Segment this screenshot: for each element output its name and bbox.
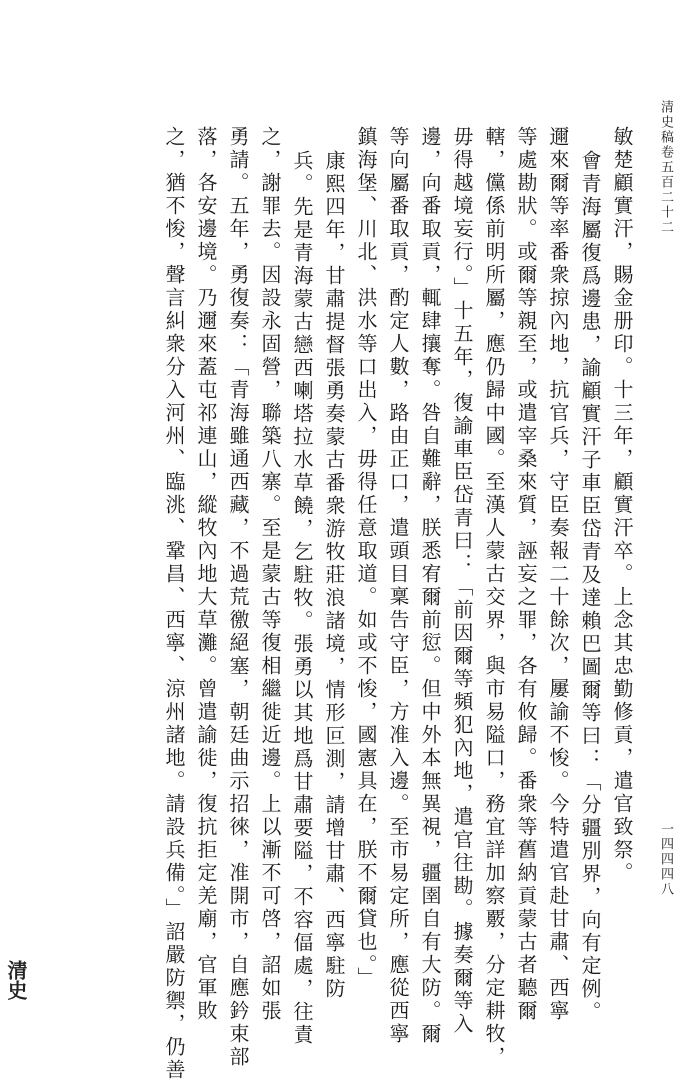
running-title: 清史稿卷五百二十二 xyxy=(658,100,673,235)
text-column: 落，各安邊境。乃邇來蓋屯祁連山，縱牧內地大草灘。曾遣諭徙，復抗拒定羌廟，官軍敗 xyxy=(194,126,218,1023)
text-column: 轄，儻係前明所屬，應仍歸中國。至漢人蒙古交界，與市易隘口，務宜詳加察覈，分定耕牧， xyxy=(482,126,506,1069)
text-column: 之，謝罪去。因設永固營，聯築八寨。至是蒙古等復相繼徙近邊。上以漸不可啓，詔如張 xyxy=(258,126,282,1023)
text-column: 康熙四年，甘肅提督張勇奏蒙古番衆游牧莊浪諸境，情形叵測，請增甘肅、西寧駐防 xyxy=(322,150,346,1001)
text-column: 之，猶不悛，聲言糾衆分入河州、臨洮、鞏昌、西寧、涼州諸地。請設兵備。」詔嚴防禦，仍善 xyxy=(162,126,186,1082)
text-column: 邊，向番取貢，輒肆攘奪。咎自難辭，朕悉宥爾前愆。但中外本無異視，疆圉自有大防。爾 xyxy=(418,126,442,1046)
text-column: 鎮海堡、川北、洪水等口出入，毋得任意取道。如或不悛，國憲具在，朕不爾貸也。」 xyxy=(354,126,378,990)
page-number: 一四四四八 xyxy=(658,822,673,897)
text-column: 等向屬番取貢，酌定人數，路由正口，遣頭目稟告守臣，方准入邊。至市易定所，應從西寧 xyxy=(386,126,410,1046)
edge-fragment: 清史 xyxy=(4,960,28,1000)
text-column: 邇來爾等率番衆掠內地，抗官兵，守臣奏報二十餘次，屢諭不悛。今特遣官赴甘肅、西寧 xyxy=(546,126,570,1023)
text-column: 會青海屬復爲邊患，諭顧實汗子車臣岱青及達賴巴圖爾等曰：「分疆別界，向有定例。 xyxy=(578,150,602,1024)
text-column: 敏楚顧實汗，賜金册印。十三年，顧實汗卒。上念其忠勤修貢，遣官致祭。 xyxy=(610,126,634,885)
text-column: 勇請。五年，勇復奏：「青海雖通西藏，不過荒徼絕塞，朝廷曲示招徠，准開市，自應鈐束部 xyxy=(226,126,250,1069)
text-column: 毋得越境妄行。」十五年，復諭車臣岱青曰：「前因爾等頻犯內地，遣官往勘。據奏爾等入 xyxy=(450,126,474,1036)
text-column: 兵。先是青海蒙古戀西喇塔拉水草饒，乞駐牧。張勇以其地爲甘肅要隘，不容偪處，往責 xyxy=(290,150,314,1047)
text-column: 等處勘狀。或爾等親至，或遣宰桑來質，誣妄之罪，各有攸歸。番衆等舊納貢蒙古者聽爾 xyxy=(514,126,538,1023)
